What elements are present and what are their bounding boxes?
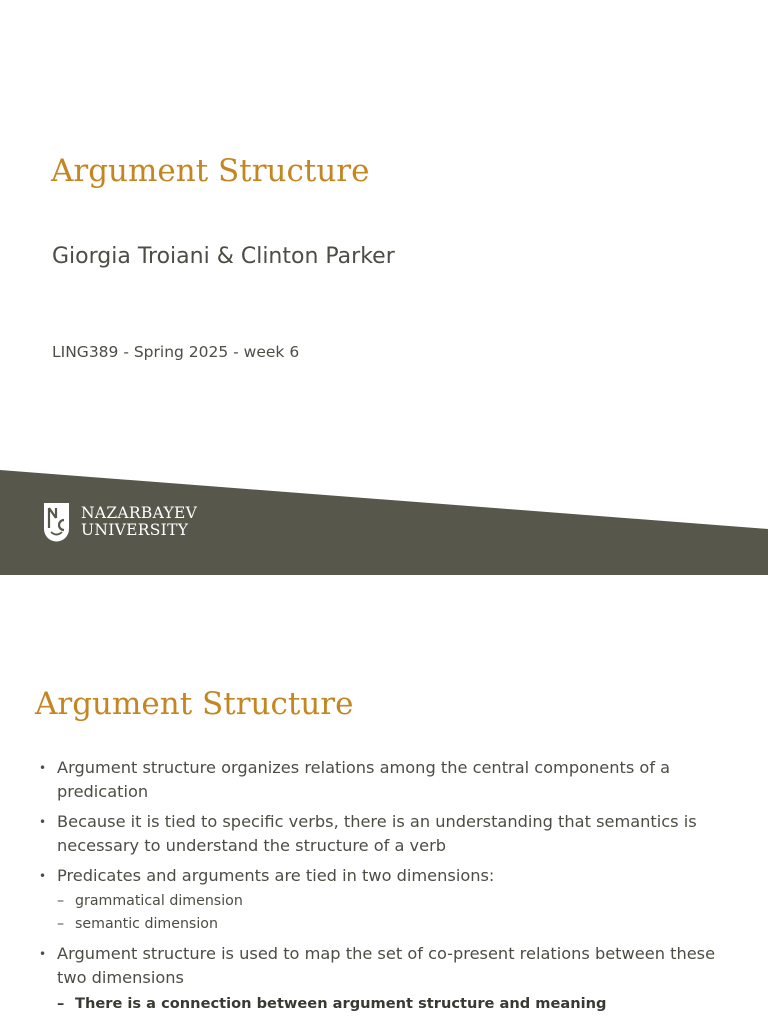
sub-bullet-item <box>35 992 735 1015</box>
bullet-icon: • <box>39 815 47 829</box>
sub-bullet-item <box>35 913 735 936</box>
bullet-text: Argument structure organizes relations among the central components of a predication <box>57 758 671 801</box>
course-info: LING389 - Spring 2025 - week 6 <box>52 343 300 361</box>
sub-bullet-item <box>35 890 735 913</box>
dash-icon: – <box>57 995 65 1012</box>
bullet-icon: • <box>39 947 47 961</box>
bullet-item <box>35 864 735 888</box>
bullet-item <box>35 942 735 990</box>
nazarbayev-university-logo-icon <box>43 502 70 542</box>
slide-title: Argument Structure <box>51 153 370 189</box>
slide-authors: Giorgia Troiani & Clinton Parker <box>52 244 395 269</box>
university-logo <box>43 502 197 542</box>
slide-title: Argument Structure <box>35 686 354 722</box>
dash-icon: – <box>57 893 65 909</box>
sub-bullet-text: semantic dimension <box>75 916 218 932</box>
logo-text-line1: NAZARBAYEV <box>81 504 198 522</box>
bullet-icon: • <box>39 761 47 775</box>
sub-bullet-text: There is a connection between argument structure and meaning <box>75 995 607 1012</box>
sub-bullet-list <box>35 992 735 1015</box>
sub-bullet-list <box>35 890 735 936</box>
dash-icon: – <box>57 916 65 932</box>
bullet-icon: • <box>39 869 47 883</box>
bullet-item <box>35 810 735 858</box>
bullet-text: Predicates and arguments are tied in two dimensions: <box>57 866 495 885</box>
bullet-text: Because it is tied to specific verbs, there is an understanding that semantics is necessary to understand the structure of a verb <box>57 812 697 855</box>
bullet-item <box>35 756 735 804</box>
content-slide <box>0 640 768 1024</box>
bullet-text: Argument structure is used to map the set of co-present relations between these two dimensions <box>57 944 716 987</box>
sub-bullet-text: grammatical dimension <box>75 893 243 909</box>
bullet-list <box>35 756 735 1021</box>
logo-text-line2: UNIVERSITY <box>81 521 189 539</box>
